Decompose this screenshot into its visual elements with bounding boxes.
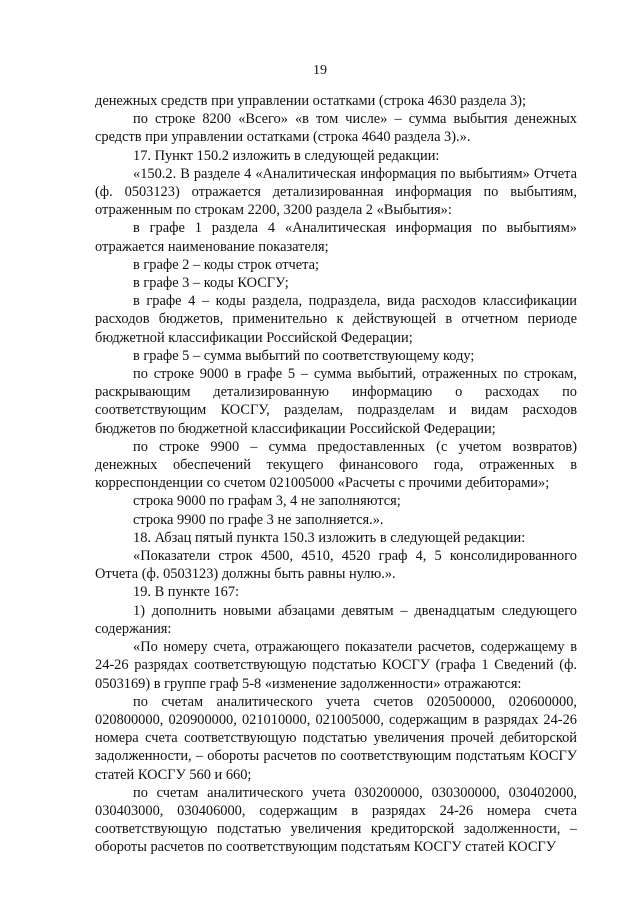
paragraph: в графе 5 – сумма выбытий по соответствующему коду; [133,347,475,364]
paragraph: в графе 2 – коды строк отчета; [133,256,320,273]
paragraph: в графе 4 – коды раздела, подраздела, вида расходов классификации расходов бюджетов, применительно к действующей в отчетном периоде бюджетной классификации Российской Федерации; [95,293,577,346]
paragraph: 19. В пункте 167: [133,584,240,601]
paragraph: «Показатели строк 4500, 4510, 4520 граф 4, 5 консолидированного Отчета (ф. 0503123) должны быть равны нулю.». [95,548,577,583]
paragraph: по строке 8200 «Всего» «в том числе» – сумма выбытия денежных средств при управлении остатками (строка 4640 раздела 3).». [95,111,577,146]
paragraph: 17. Пункт 150.2 изложить в следующей редакции: [133,147,440,164]
document-body [95,92,577,857]
paragraph: по строке 9900 – сумма предоставленных (с учетом возвратов) денежных обеспечений текущего финансового года, отраженных в корреспонденции со счетом 021005000 «Расчеты с прочими дебиторами»; [95,438,577,492]
paragraph: строка 9000 по графам 3, 4 не заполняются; [133,493,401,510]
paragraph: по счетам аналитического учета счетов 020500000, 020600000, 020800000, 020900000, 021010000, 021005000, содержащим в разрядах 24-26 номера счета соответствующую подстатью увеличения прочей дебиторской задолженности, – обороты расчетов по соответствующим подстатьям КОСГУ статей КОСГУ 560 и 660; [95,693,577,783]
paragraph: денежных средств при управлении остатками (строка 4630 раздела 3); [95,93,526,109]
paragraph: «По номеру счета, отражающего показатели расчетов, содержащему в 24-26 разрядах соответствующую подстатью КОСГУ (графа 1 Сведений (ф. 0503169) в группе граф 5-8 «изменение задолженности» отражаются: [95,639,577,692]
paragraph: в графе 3 – коды КОСГУ; [133,275,289,292]
paragraph: по строке 9000 в графе 5 – сумма выбытий, отраженных по строкам, раскрывающим детализированную информацию о расходах по соответствующим КОСГУ, разделам, подразделам и видам расходов бюджетов по бюджетной классификации Российской Федерации; [95,366,577,437]
paragraph: «150.2. В разделе 4 «Аналитическая информация по выбытиям» Отчета (ф. 0503123) отражается детализированная информация по выбытиям, отраженным по строкам 2200, 3200 раздела 2 «Выбытия»: [95,165,577,219]
paragraph: в графе 1 раздела 4 «Аналитическая информация по выбытиям» отражается наименование показателя; [95,220,577,255]
paragraph: по счетам аналитического учета 030200000, 030300000, 030402000, 030403000, 030406000, содержащим в разрядах 24-26 номера счета соответствующую подстатью увеличения кредиторской задолженности, – обороты расчетов по соответствующим подстатьям КОСГУ статей КОСГУ [95,784,577,856]
page-number: 19 [313,63,327,78]
paragraph: 18. Абзац пятый пункта 150.3 изложить в следующей редакции: [133,529,526,546]
paragraph: строка 9900 по графе 3 не заполняется.». [133,511,384,528]
paragraph: 1) дополнить новыми абзацами девятым – двенадцатым следующего содержания: [95,602,577,637]
